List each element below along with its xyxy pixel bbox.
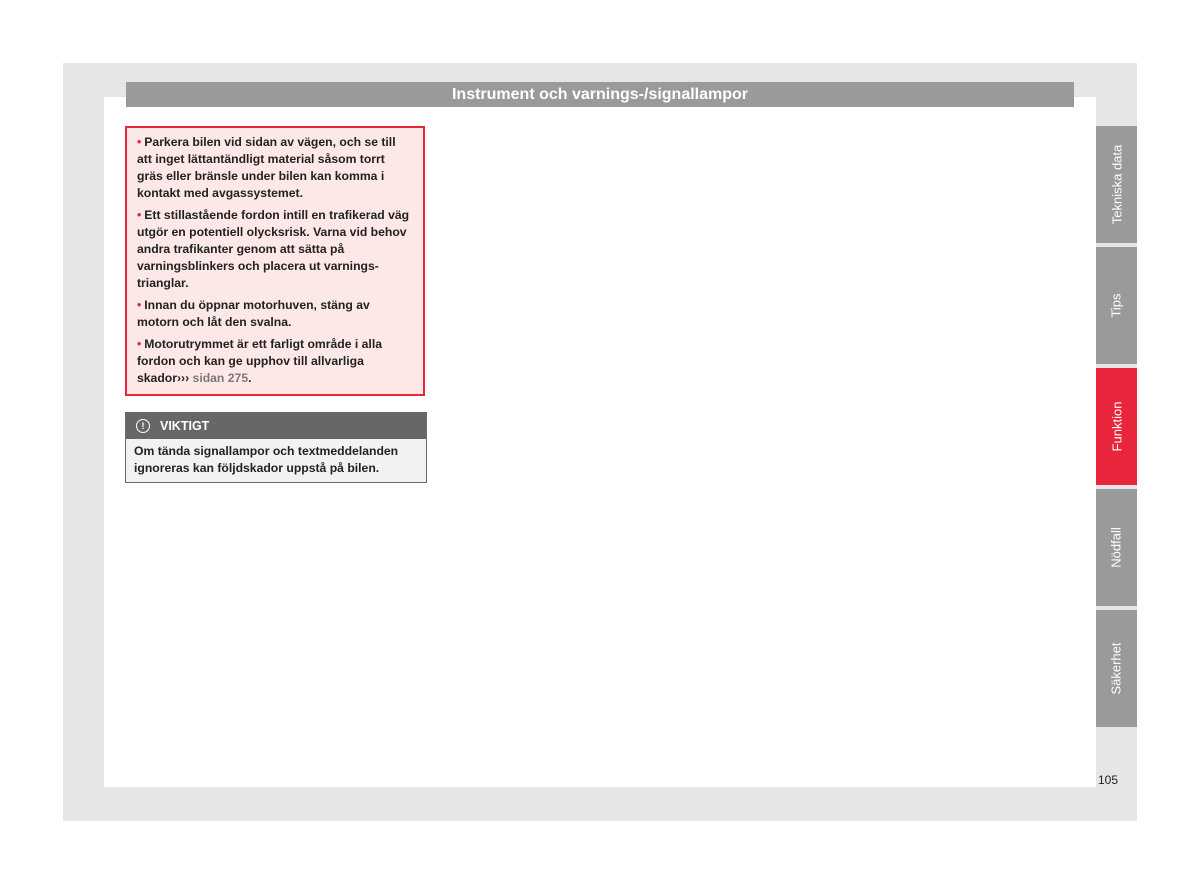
bullet-icon: • (137, 135, 142, 149)
notice-box (125, 412, 427, 483)
warning-item: • Ett stillastående fordon intill en trafikerad väg utgör en potentiell olycksrisk. Varna vid behov andra trafikanter genom att sätta på varningsblinkers och placera ut varnings-trianglar. (137, 208, 410, 290)
bullet-icon: • (137, 208, 142, 222)
warning-item: • Parkera bilen vid sidan av vägen, och se till att inget lättantändligt material såsom torrt gräs eller bränsle under bilen kan komma i kontakt med avgassystemet. (137, 135, 396, 200)
warning-box (125, 126, 425, 396)
notice-header (126, 413, 426, 439)
tab-label: Tekniska data (1109, 144, 1124, 225)
tab-label: Nödfall (1109, 527, 1124, 568)
tab-tekniska-data[interactable] (1096, 126, 1137, 243)
tab-label: Funktion (1109, 401, 1124, 452)
tab-tips[interactable] (1096, 247, 1137, 364)
arrow-icon: ››› (176, 371, 190, 385)
exclamation-icon: ! (136, 419, 150, 433)
page-reference-link[interactable]: sidan 275 (192, 371, 249, 385)
bullet-icon: • (137, 298, 142, 312)
warning-item: • Motorutrymmet är ett farligt område i alla fordon och kan ge upphov till allvarliga skador››› sidan 275. (137, 337, 382, 385)
section-title: Instrument och varnings-/signallampor (451, 85, 749, 103)
page-number: 105 (1098, 773, 1119, 787)
warning-item: • Innan du öppnar motorhuven, stäng av motorn och låt den svalna. (137, 298, 370, 329)
tab-sakerhet[interactable] (1096, 610, 1137, 727)
bullet-icon: • (137, 337, 142, 351)
tab-nodfall[interactable] (1096, 489, 1137, 606)
notice-label: VIKTIGT (160, 419, 210, 433)
tab-funktion[interactable] (1096, 368, 1137, 485)
section-header (126, 82, 1074, 107)
notice-text: Om tända signallampor och textmeddelanden ignoreras kan följdskador uppstå på bilen. (134, 444, 399, 475)
tab-label: Säkerhet (1109, 642, 1125, 695)
tab-label: Tips (1108, 293, 1124, 318)
